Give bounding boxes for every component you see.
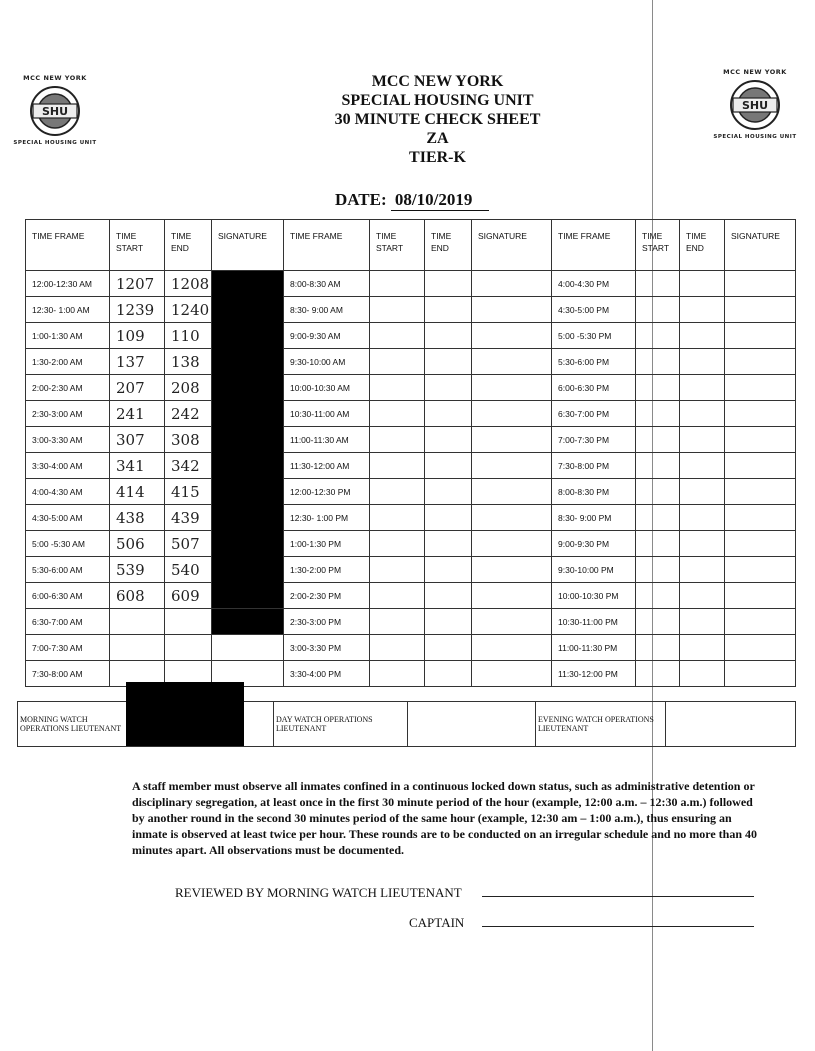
time-frame-cell: 2:00-2:30 PM xyxy=(284,583,370,609)
time-end-cell xyxy=(680,531,725,557)
time-frame-cell: 3:00-3:30 PM xyxy=(284,635,370,661)
time-end-cell: 1208 xyxy=(165,271,212,297)
signature-cell xyxy=(725,609,796,635)
table-row xyxy=(26,505,796,531)
time-end-cell xyxy=(680,505,725,531)
time-frame-cell: 5:00 -5:30 AM xyxy=(26,531,110,557)
table-row xyxy=(26,349,796,375)
captain-row xyxy=(409,915,464,931)
time-frame-cell: 5:00 -5:30 PM xyxy=(552,323,636,349)
seal-text-right: SHU xyxy=(741,99,769,112)
signature-cell xyxy=(472,505,552,531)
time-frame-cell: 12:00-12:30 PM xyxy=(284,479,370,505)
time-frame-cell: 6:30-7:00 AM xyxy=(26,609,110,635)
time-start-cell xyxy=(636,531,680,557)
time-frame-cell: 5:30-6:00 AM xyxy=(26,557,110,583)
redacted-signature-tail xyxy=(212,609,284,635)
table-header-row xyxy=(26,220,796,271)
time-frame-cell: 7:30-8:00 PM xyxy=(552,453,636,479)
time-start-cell xyxy=(636,635,680,661)
time-end-cell xyxy=(425,349,472,375)
signature-cell xyxy=(472,609,552,635)
header-cell: SIGNATURE xyxy=(212,220,284,271)
time-frame-cell: 8:30- 9:00 PM xyxy=(552,505,636,531)
time-end-cell: 208 xyxy=(165,375,212,401)
time-frame-cell: 6:00-6:30 AM xyxy=(26,583,110,609)
table-row xyxy=(26,609,796,635)
time-frame-cell: 4:00-4:30 PM xyxy=(552,271,636,297)
signature-cell xyxy=(472,557,552,583)
time-end-cell xyxy=(680,297,725,323)
date-value: 08/10/2019 xyxy=(391,190,489,211)
signature-cell xyxy=(212,635,284,661)
time-end-cell xyxy=(165,635,212,661)
time-start-cell xyxy=(370,479,425,505)
signature-cell xyxy=(472,323,552,349)
time-end-cell xyxy=(680,479,725,505)
header-facility: MCC NEW YORK xyxy=(371,73,504,90)
time-frame-cell: 7:30-8:00 AM xyxy=(26,661,110,687)
time-end-cell xyxy=(680,401,725,427)
time-end-cell xyxy=(425,479,472,505)
time-end-cell xyxy=(425,297,472,323)
time-frame-cell: 3:30-4:00 PM xyxy=(284,661,370,687)
time-end-cell xyxy=(425,609,472,635)
date-row xyxy=(335,190,489,211)
time-frame-cell: 4:30-5:00 PM xyxy=(552,297,636,323)
time-end-cell: 507 xyxy=(165,531,212,557)
time-frame-cell: 11:30-12:00 PM xyxy=(552,661,636,687)
signature-cell xyxy=(472,531,552,557)
time-end-cell: 1240 xyxy=(165,297,212,323)
time-start-cell: 1207 xyxy=(110,271,165,297)
time-start-cell: 506 xyxy=(110,531,165,557)
time-frame-cell: 9:30-10:00 PM xyxy=(552,557,636,583)
time-start-cell: 341 xyxy=(110,453,165,479)
redacted-morning-signature xyxy=(126,682,244,746)
time-frame-cell: 11:00-11:30 PM xyxy=(552,635,636,661)
signature-cell xyxy=(472,297,552,323)
signature-cell xyxy=(472,427,552,453)
time-end-cell: 242 xyxy=(165,401,212,427)
time-end-cell xyxy=(680,349,725,375)
time-frame-cell: 2:30-3:00 AM xyxy=(26,401,110,427)
signature-cell xyxy=(472,375,552,401)
time-start-cell xyxy=(110,609,165,635)
time-frame-cell: 1:00-1:30 AM xyxy=(26,323,110,349)
signature-cell xyxy=(725,661,796,687)
table-row xyxy=(26,401,796,427)
time-end-cell xyxy=(425,427,472,453)
time-start-cell: 137 xyxy=(110,349,165,375)
header-tier: TIER-K xyxy=(409,149,466,166)
shu-seal-icon xyxy=(729,79,781,131)
signature-cell xyxy=(725,323,796,349)
header-cell: SIGNATURE xyxy=(725,220,796,271)
header-cell: TIME END xyxy=(165,220,212,271)
review-lieutenant-row xyxy=(175,885,462,901)
time-frame-cell: 10:00-10:30 PM xyxy=(552,583,636,609)
signature-cell xyxy=(725,297,796,323)
time-frame-cell: 6:30-7:00 PM xyxy=(552,401,636,427)
time-frame-cell: 9:30-10:00 AM xyxy=(284,349,370,375)
time-end-cell xyxy=(165,609,212,635)
time-frame-cell: 2:00-2:30 AM xyxy=(26,375,110,401)
day-watch-label: DAY WATCH OPERATIONS LIEUTENANT xyxy=(274,702,408,747)
signature-cell xyxy=(725,531,796,557)
time-start-cell xyxy=(370,609,425,635)
time-start-cell xyxy=(370,401,425,427)
time-start-cell xyxy=(370,505,425,531)
table-row xyxy=(26,453,796,479)
time-start-cell xyxy=(370,453,425,479)
time-frame-cell: 11:00-11:30 AM xyxy=(284,427,370,453)
time-end-cell xyxy=(680,609,725,635)
seal-text-left: SHU xyxy=(41,105,69,118)
signature-cell xyxy=(725,505,796,531)
table-row xyxy=(26,479,796,505)
time-start-cell xyxy=(636,349,680,375)
time-start-cell: 109 xyxy=(110,323,165,349)
table-row xyxy=(26,635,796,661)
day-watch-signature xyxy=(408,702,536,747)
header-sheet-title: 30 MINUTE CHECK SHEET xyxy=(334,111,541,128)
time-end-cell xyxy=(425,453,472,479)
header-cell: TIME FRAME xyxy=(284,220,370,271)
review-lieutenant-line xyxy=(482,896,754,897)
time-start-cell xyxy=(370,557,425,583)
time-frame-cell: 5:30-6:00 PM xyxy=(552,349,636,375)
time-frame-cell: 10:00-10:30 AM xyxy=(284,375,370,401)
time-end-cell xyxy=(425,661,472,687)
time-end-cell xyxy=(680,375,725,401)
time-end-cell xyxy=(425,531,472,557)
time-start-cell xyxy=(110,635,165,661)
time-start-cell xyxy=(370,271,425,297)
time-start-cell xyxy=(636,323,680,349)
table-row xyxy=(26,297,796,323)
signature-cell xyxy=(725,453,796,479)
time-frame-cell: 1:00-1:30 PM xyxy=(284,531,370,557)
logo-right xyxy=(710,68,800,140)
time-start-cell xyxy=(636,583,680,609)
header-cell: TIME END xyxy=(680,220,725,271)
signature-cell xyxy=(725,427,796,453)
time-end-cell xyxy=(425,635,472,661)
signature-cell xyxy=(725,271,796,297)
signature-cell xyxy=(725,349,796,375)
time-end-cell xyxy=(425,271,472,297)
time-start-cell xyxy=(636,453,680,479)
header-cell: TIME END xyxy=(425,220,472,271)
header-unit: SPECIAL HOUSING UNIT xyxy=(341,92,534,109)
time-frame-cell: 7:00-7:30 AM xyxy=(26,635,110,661)
time-frame-cell: 1:30-2:00 PM xyxy=(284,557,370,583)
time-frame-cell: 3:30-4:00 AM xyxy=(26,453,110,479)
time-start-cell: 438 xyxy=(110,505,165,531)
time-start-cell xyxy=(370,661,425,687)
header-za: ZA xyxy=(426,130,449,147)
header-cell: TIME START xyxy=(370,220,425,271)
time-start-cell xyxy=(636,557,680,583)
time-end-cell xyxy=(425,323,472,349)
time-frame-cell: 8:00-8:30 PM xyxy=(552,479,636,505)
evening-watch-signature xyxy=(666,702,796,747)
signature-cell xyxy=(472,479,552,505)
time-end-cell xyxy=(680,271,725,297)
logo-left-bottom-text: SPECIAL HOUSING UNIT xyxy=(13,140,97,146)
time-end-cell: 342 xyxy=(165,453,212,479)
time-end-cell: 540 xyxy=(165,557,212,583)
time-frame-cell: 12:30- 1:00 AM xyxy=(26,297,110,323)
table-row xyxy=(26,557,796,583)
signature-cell xyxy=(472,401,552,427)
morning-watch-label: MORNING WATCH OPERATIONS LIEUTENANT xyxy=(18,702,128,747)
time-start-cell xyxy=(370,323,425,349)
header-cell: TIME START xyxy=(110,220,165,271)
time-start-cell xyxy=(636,609,680,635)
header-cell: TIME FRAME xyxy=(552,220,636,271)
time-start-cell xyxy=(370,531,425,557)
time-start-cell xyxy=(370,635,425,661)
signature-cell xyxy=(472,349,552,375)
date-label: DATE: xyxy=(335,190,387,209)
time-frame-cell: 9:00-9:30 PM xyxy=(552,531,636,557)
time-frame-cell: 10:30-11:00 AM xyxy=(284,401,370,427)
time-start-cell xyxy=(636,401,680,427)
time-end-cell xyxy=(680,427,725,453)
time-start-cell: 307 xyxy=(110,427,165,453)
time-frame-cell: 11:30-12:00 AM xyxy=(284,453,370,479)
time-end-cell: 609 xyxy=(165,583,212,609)
signature-cell xyxy=(725,635,796,661)
time-start-cell: 414 xyxy=(110,479,165,505)
time-frame-cell: 10:30-11:00 PM xyxy=(552,609,636,635)
logo-left xyxy=(10,74,100,146)
time-frame-cell: 4:30-5:00 AM xyxy=(26,505,110,531)
time-end-cell: 308 xyxy=(165,427,212,453)
time-end-cell xyxy=(425,583,472,609)
time-start-cell xyxy=(370,375,425,401)
table-row xyxy=(26,427,796,453)
captain-label: CAPTAIN xyxy=(409,915,465,930)
time-end-cell: 415 xyxy=(165,479,212,505)
time-end-cell xyxy=(680,635,725,661)
header-cell: TIME START xyxy=(636,220,680,271)
check-sheet-table xyxy=(25,219,796,687)
signature-cell xyxy=(725,557,796,583)
table-row xyxy=(26,583,796,609)
logo-right-bottom-text: SPECIAL HOUSING UNIT xyxy=(713,134,797,140)
time-end-cell xyxy=(425,401,472,427)
time-end-cell xyxy=(425,557,472,583)
header-cell: SIGNATURE xyxy=(472,220,552,271)
signature-cell xyxy=(472,583,552,609)
shu-seal-icon xyxy=(29,85,81,137)
time-frame-cell: 3:00-3:30 AM xyxy=(26,427,110,453)
signature-cell xyxy=(725,375,796,401)
table-row xyxy=(26,323,796,349)
time-start-cell xyxy=(636,505,680,531)
observation-policy-notice: A staff member must observe all inmates confined in a continuous locked down status, such as administrative detention or disciplinary segregation, at least once in the first 30 minute period of the hour (example, 12:00 a.m. – 12:30 a.m.) followed by another round in the second 30 minutes period of the same hour (example, 12:30 am – 1:00 a.m.), thus ensuring an inmate is observed at least twice per hour. These rounds are to be conducted on an irregular schedule and no more than 40 minutes apart. All observations must be documented. xyxy=(132,779,758,857)
table-row xyxy=(26,271,796,297)
time-end-cell: 439 xyxy=(165,505,212,531)
signature-cell xyxy=(725,583,796,609)
captain-line xyxy=(482,926,754,927)
time-frame-cell: 2:30-3:00 PM xyxy=(284,609,370,635)
time-end-cell xyxy=(680,557,725,583)
signature-cell xyxy=(725,401,796,427)
time-start-cell: 608 xyxy=(110,583,165,609)
time-frame-cell: 12:00-12:30 AM xyxy=(26,271,110,297)
signature-cell xyxy=(472,271,552,297)
signature-cell xyxy=(472,661,552,687)
time-start-cell xyxy=(370,349,425,375)
time-end-cell xyxy=(680,453,725,479)
time-frame-cell: 9:00-9:30 AM xyxy=(284,323,370,349)
time-start-cell: 1239 xyxy=(110,297,165,323)
redacted-signature xyxy=(212,271,284,609)
logo-right-top-text: MCC NEW YORK xyxy=(723,68,787,76)
time-end-cell xyxy=(680,583,725,609)
time-start-cell xyxy=(636,297,680,323)
signature-cell xyxy=(472,453,552,479)
document-header xyxy=(260,72,615,167)
table-row xyxy=(26,531,796,557)
time-frame-cell: 1:30-2:00 AM xyxy=(26,349,110,375)
time-start-cell xyxy=(636,479,680,505)
evening-watch-label: EVENING WATCH OPERATIONS LIEUTENANT xyxy=(536,702,666,747)
time-start-cell xyxy=(636,661,680,687)
time-start-cell: 241 xyxy=(110,401,165,427)
time-frame-cell: 8:30- 9:00 AM xyxy=(284,297,370,323)
signature-cell xyxy=(472,635,552,661)
time-frame-cell: 8:00-8:30 AM xyxy=(284,271,370,297)
time-start-cell xyxy=(636,427,680,453)
time-frame-cell: 12:30- 1:00 PM xyxy=(284,505,370,531)
table-row xyxy=(26,375,796,401)
header-cell: TIME FRAME xyxy=(26,220,110,271)
time-end-cell xyxy=(425,375,472,401)
time-start-cell: 207 xyxy=(110,375,165,401)
time-start-cell: 539 xyxy=(110,557,165,583)
time-end-cell: 110 xyxy=(165,323,212,349)
table-body xyxy=(26,271,796,687)
time-start-cell xyxy=(636,271,680,297)
time-end-cell xyxy=(680,323,725,349)
time-end-cell xyxy=(425,505,472,531)
time-end-cell xyxy=(680,661,725,687)
time-start-cell xyxy=(370,297,425,323)
review-lieutenant-label: REVIEWED BY MORNING WATCH LIEUTENANT xyxy=(175,885,462,900)
time-end-cell: 138 xyxy=(165,349,212,375)
logo-left-top-text: MCC NEW YORK xyxy=(23,74,87,82)
signature-cell xyxy=(725,479,796,505)
time-start-cell xyxy=(370,583,425,609)
time-frame-cell: 6:00-6:30 PM xyxy=(552,375,636,401)
time-start-cell xyxy=(370,427,425,453)
time-frame-cell: 4:00-4:30 AM xyxy=(26,479,110,505)
time-frame-cell: 7:00-7:30 PM xyxy=(552,427,636,453)
time-start-cell xyxy=(636,375,680,401)
